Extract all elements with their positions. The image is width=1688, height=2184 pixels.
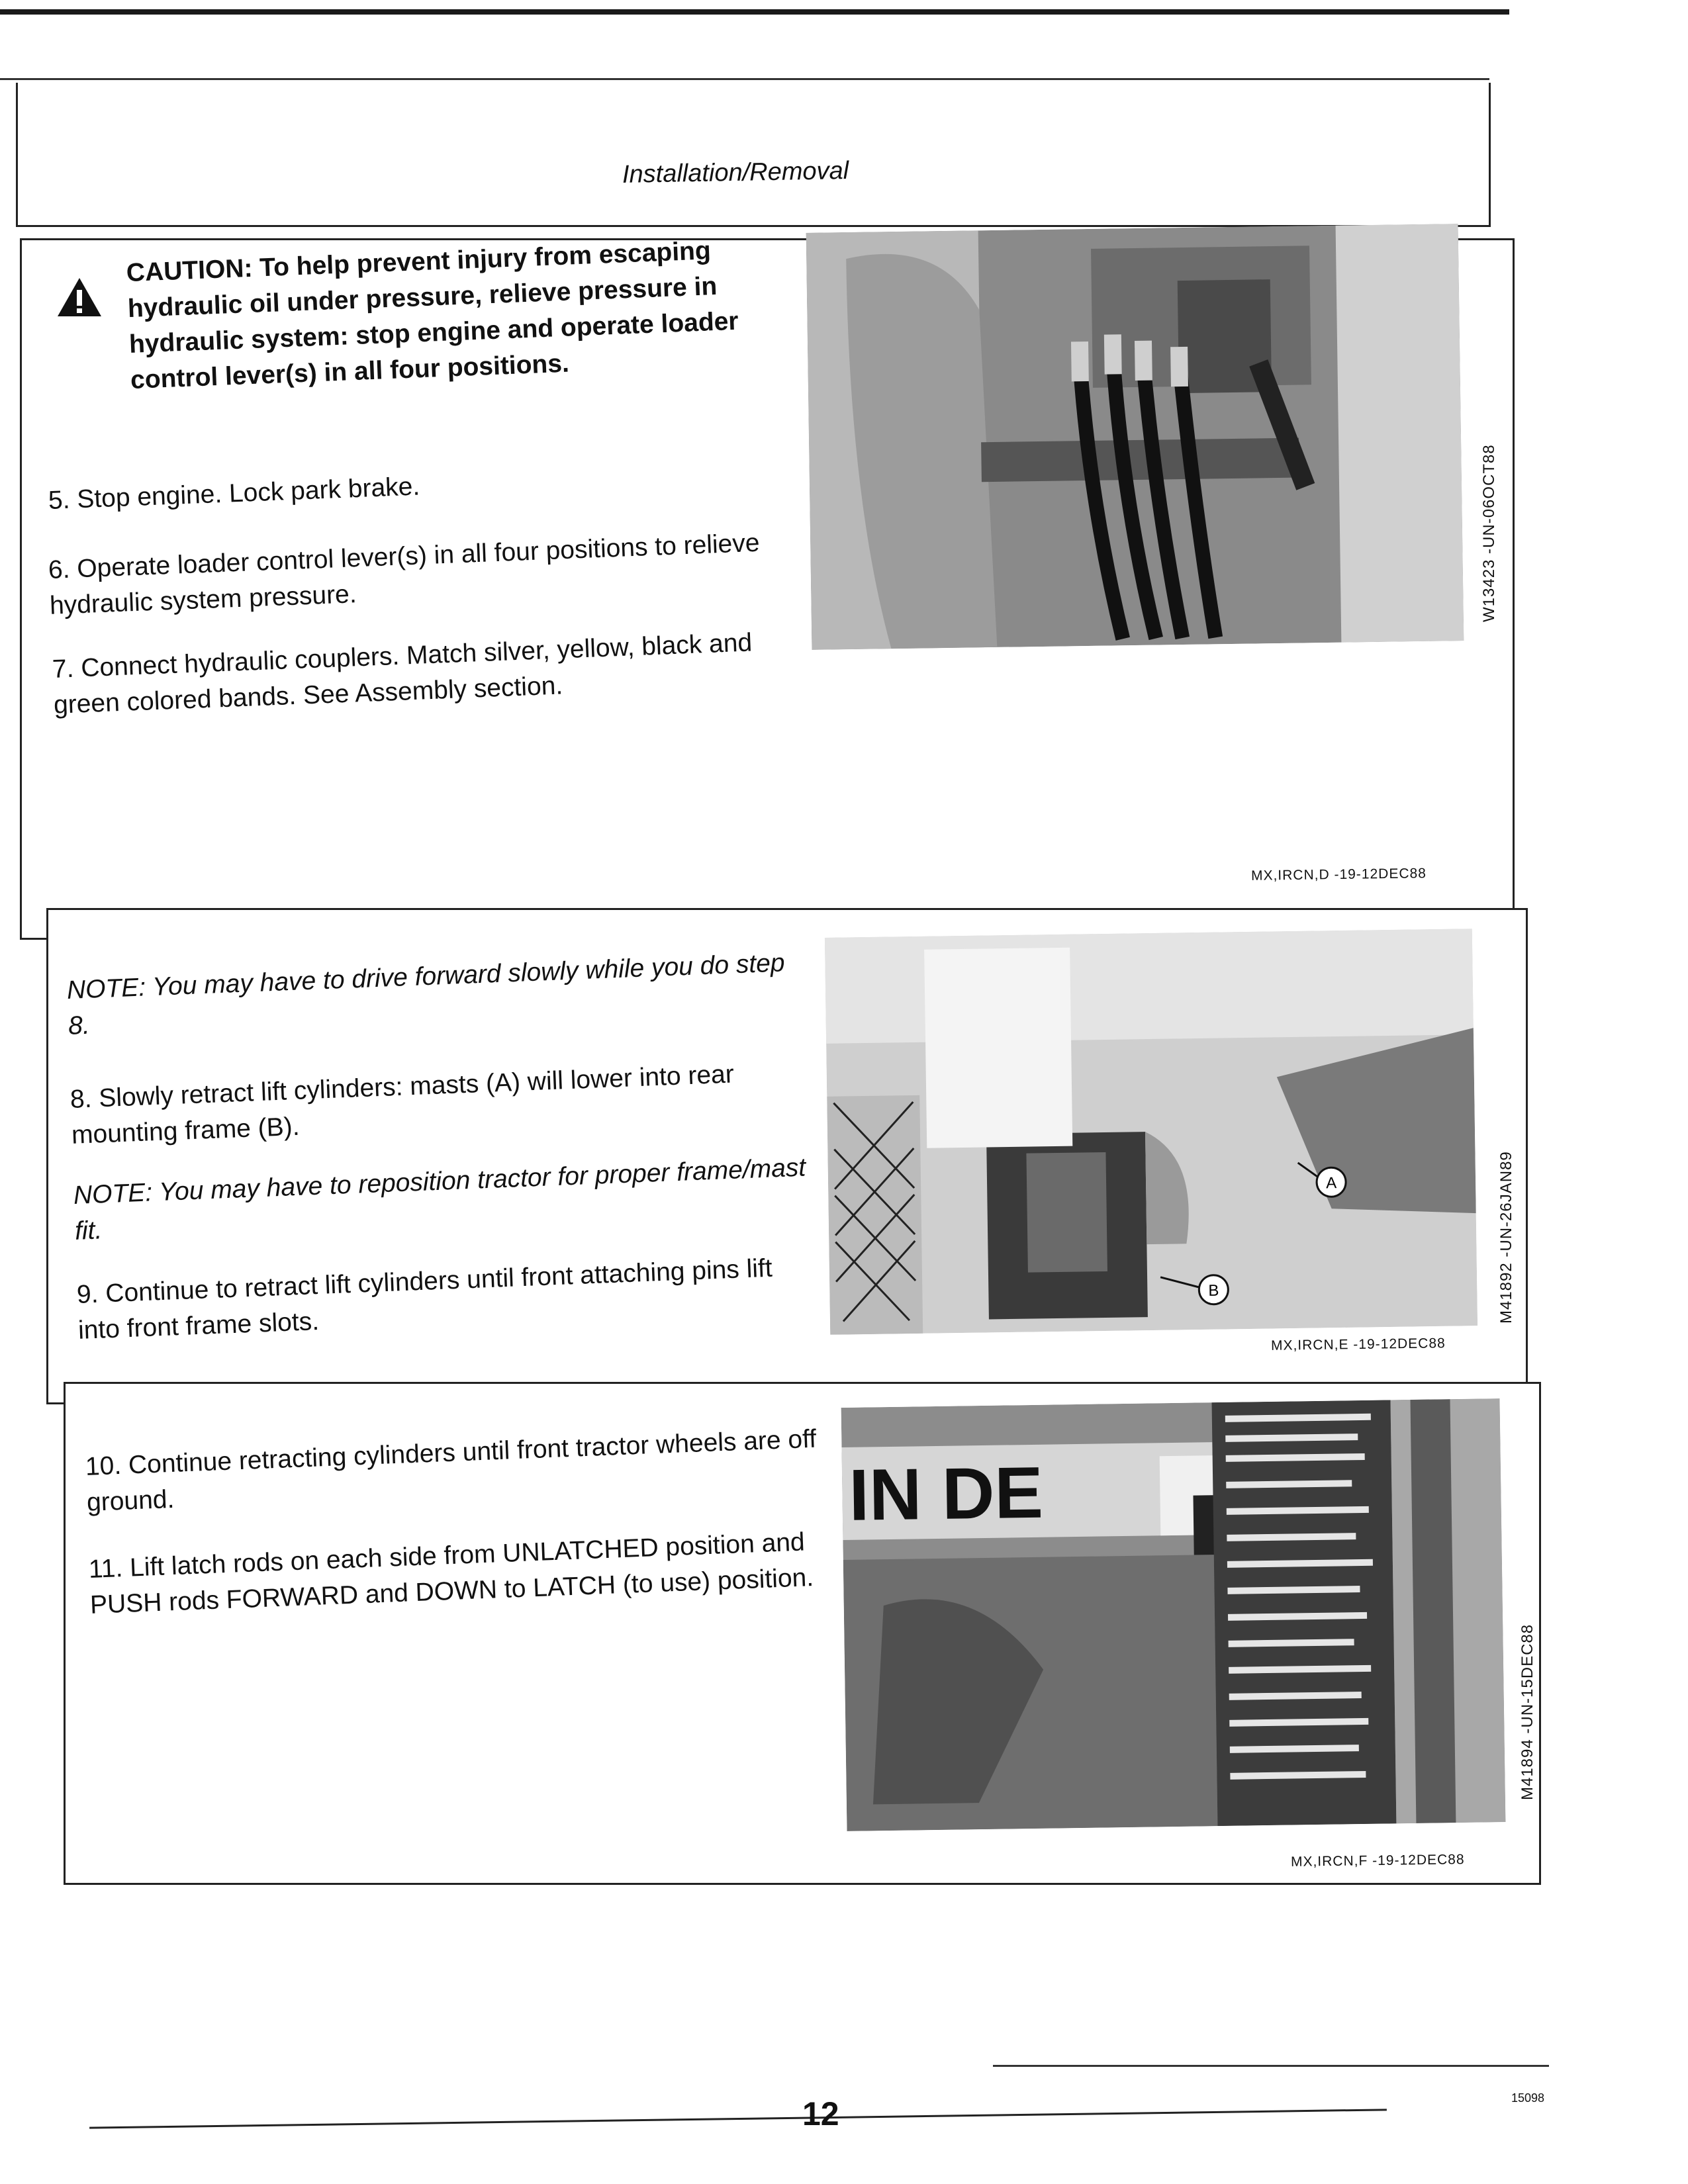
step-11: 11. Lift latch rods on each side from UNLATCHED position and PUSH rods FORWARD and DOWN to LATCH (to use) position. [88,1527,814,1619]
latch-rod-photo [841,1398,1506,1831]
page-title: Installation/Removal [622,157,849,189]
step-5: 5. Stop engine. Lock park brake. [48,472,420,515]
image-code-2: M41892 -UN-26JAN89 [1497,1151,1515,1324]
caution-text: CAUTION: To help prevent injury from escaping hydraulic oil under pressure, relieve pressure in hydraulic system: stop engine and operate loader control lever(s) in all four positions. [126,236,739,395]
callout-b-label: B [1208,1281,1219,1300]
step-7: 7. Connect hydraulic couplers. Match silver, yellow, black and green colored bands. See Assembly section. [52,628,753,719]
page-number: 12 [802,2095,839,2132]
document-code: 15098 [1511,2091,1545,2105]
hydraulic-couplers-photo [806,224,1464,650]
note-1: NOTE: You may have to drive forward slowly while you do step 8. [66,948,786,1040]
footer-rule [89,2109,1387,2128]
footer-rule-right [993,2065,1549,2067]
step-6: 6. Operate loader control lever(s) in all four positions to relieve hydraulic system pressure. [48,528,761,620]
top-rule [0,9,1509,15]
ref-code-2: MX,IRCN,E -19-12DEC88 [1270,1336,1446,1353]
ref-code-1: MX,IRCN,D -19-12DEC88 [1250,866,1427,884]
step-10: 10. Continue retracting cylinders until front tractor wheels are off ground. [85,1424,817,1517]
header-rule [0,78,1489,80]
decal-text: IN DE [848,1451,1044,1536]
ref-code-3: MX,IRCN,F -19-12DEC88 [1290,1852,1465,1870]
note-2: NOTE: You may have to reposition tractor for proper frame/mast fit. [73,1153,806,1246]
callout-a-label: A [1325,1174,1337,1193]
header-frame [16,83,1491,227]
image-code-1: W13423 -UN-06OCT88 [1480,444,1498,622]
step-8: 8. Slowly retract lift cylinders: masts (A) will lower into rear mounting frame (B). [70,1060,735,1150]
masts-frame-photo [825,929,1477,1335]
step-9: 9. Continue to retract lift cylinders until front attaching pins lift into front frame slots. [76,1253,773,1345]
image-code-3: M41894 -UN-15DEC88 [1519,1623,1536,1800]
